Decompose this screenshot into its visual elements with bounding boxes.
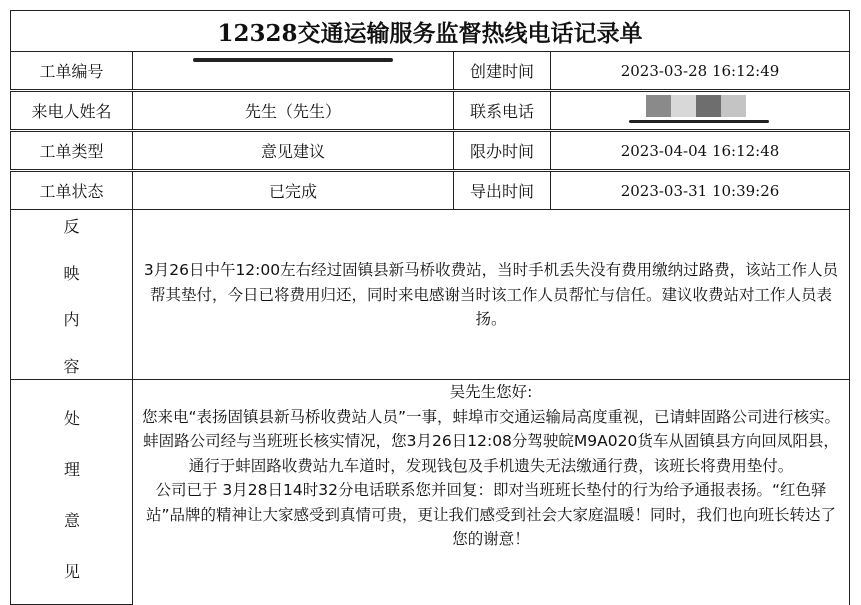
value-ticket-no [132, 51, 454, 90]
feedback-label-char: 容 [63, 356, 80, 376]
value-phone [550, 91, 850, 130]
handling-section [10, 380, 850, 605]
info-row-type [10, 131, 850, 170]
label-ticket-no: 工单编号 [10, 51, 133, 90]
handling-label-char: 见 [63, 562, 80, 581]
value-export-time: 2023-03-31 10:39:26 [550, 171, 850, 210]
handling-paragraph-1: 您来电“表扬固镇县新马桥收费站人员”一事，蚌埠市交通运输局高度重视，已请蚌固路公司进行核实。蚌固路公司经与当班班长核实情况，您3月26日12:08分驾驶皖M9A020货车从固镇县方向回凤阳县，通行于蚌固路收费站九车道时，发现钱包及手机遗失无法缴通行费，该班长将费用垫付。 [141, 407, 841, 475]
value-ticket-type: 意见建议 [132, 131, 454, 170]
feedback-text: 3月26日中午12:00左右经过固镇县新马桥收费站，当时手机丢失没有费用缴纳过路费，该站工作人员帮其垫付，今日已将费用归还，同时来电感谢当时该工作人员帮忙与信任。建议收费站对工作人员表扬。 [143, 261, 839, 328]
label-ticket-type: 工单类型 [10, 131, 133, 170]
handling-label [10, 380, 133, 605]
label-phone: 联系电话 [453, 91, 551, 130]
label-export-time: 导出时间 [453, 171, 551, 210]
feedback-label-char: 映 [63, 263, 80, 283]
feedback-section [10, 210, 850, 380]
handling-content [132, 380, 850, 605]
value-deadline: 2023-04-04 16:12:48 [550, 131, 850, 170]
info-row-status [10, 171, 850, 210]
handling-label-char: 处 [63, 409, 80, 428]
label-deadline: 限办时间 [453, 131, 551, 170]
feedback-label-char: 内 [63, 310, 80, 330]
form-title: 12328交通运输服务监督热线电话记录单 [10, 10, 850, 52]
feedback-label-char: 反 [63, 217, 80, 236]
label-caller-name: 来电人姓名 [10, 91, 133, 130]
record-form [10, 10, 850, 602]
value-created-time: 2023-03-28 16:12:49 [550, 51, 850, 90]
value-ticket-status: 已完成 [132, 171, 454, 210]
info-row-ticket-no [10, 51, 850, 90]
feedback-content [132, 210, 850, 380]
handling-paragraph-2: 公司已于 3月28日14时32分电话联系您并回复：即对当班班长垫付的行为给予通报表扬。“红色驿站”品牌的精神让大家感受到真情可贵，更让我们感受到社会大家庭温暖！同时，我们也向班长转达了您的谢意！ [145, 481, 837, 548]
label-ticket-status: 工单状态 [10, 171, 133, 210]
redaction-mark [193, 58, 393, 62]
label-created-time: 创建时间 [453, 51, 551, 90]
feedback-label [10, 210, 133, 380]
value-caller-name: 先生（先生） [132, 91, 454, 130]
handling-label-char: 理 [63, 460, 80, 479]
redaction-mark [629, 120, 769, 123]
info-row-caller [10, 91, 850, 130]
phone-redaction [646, 95, 746, 117]
handling-label-char: 意 [63, 511, 80, 530]
handling-greeting: 吴先生您好: [449, 383, 533, 401]
